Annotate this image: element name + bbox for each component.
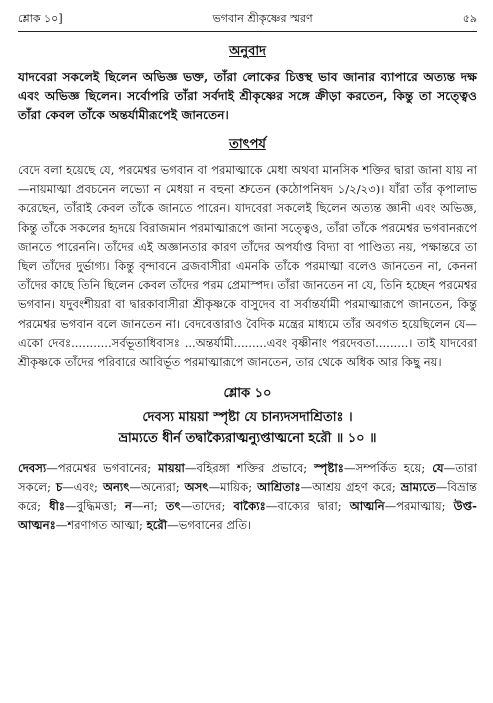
verse-line-2: ভ্রাম্যতে ধীর্ন তদ্বাক্যৈরাত্মন্যুপ্তাত্মনো হরৌ ॥ ১০ ॥ bbox=[118, 431, 377, 447]
header-verse-ref: শ্লোক ১০] bbox=[18, 12, 63, 25]
synonym-item: বাক্যৈঃ—বাক্যের দ্বারা; bbox=[233, 499, 350, 514]
purport-heading: তাৎপর্য bbox=[229, 137, 266, 152]
synonym-item: অসৎ—মায়িক; bbox=[184, 480, 258, 495]
running-header bbox=[18, 10, 477, 28]
synonym-item: আত্মনি—পরমাত্মায়; bbox=[349, 499, 454, 514]
translation-heading: অনুবাদ bbox=[229, 44, 266, 59]
synonym-item: আশ্রিতাঃ—আশ্রয় গ্রহণ করে; bbox=[257, 480, 401, 495]
purport-text: বেদে বলা হয়েছে যে, পরমেশ্বর ভগবান বা পরমাত্মাকে মেধা অথবা মানসিক শক্তির দ্বারা জানা যায় না—নায়মাত্মা প্রবচনেন লভ্যো ন মেধয়া ন বহুনা শ্রুতেন (কঠোপনিষদ ১/২/২৩)। যাঁরা তাঁর কৃপালাভ করেছেন, তাঁরাই কেবল তাঁকে জানতে পারেন। যাদবেরা সকলেই ছিলেন অত্যন্ত জ্ঞানী এবং অভিজ্ঞ, কিন্তু তাঁকে সকলের হৃদয়ে বিরাজমান পরমাত্মারূপে জানা সত্ত্বেও, তাঁরা তাঁকে পরমেশ্বর ভগবানরূপে জানতে পারেননি। তাঁদের এই অজ্ঞানতার কারণ তাঁদের অপর্যাপ্ত বিদ্যা বা পাণ্ডিত্য নয়, পক্ষান্তরে তা ছিল তাঁদের দুর্ভাগ্য। কিন্তু বৃন্দাবনে ব্রজবাসীরা এমনকি তাঁকে পরমাত্মা বলেও জানতেন না, কেননা তাঁদের কাছে তিনি ছিলেন কেবল তাঁদের পরম প্রেমাস্পদ। তাঁরা জানতেন না যে, তিনি হচ্ছেন পরমেশ্বর ভগবান। যদুবংশীয়রা বা দ্বারকাবাসীরা শ্রীকৃষ্ণকে বাসুদেব বা সর্বান্তর্যামী পরমাত্মারূপে জানতেন, কিন্তু পরমেশ্বর ভগবান বলে জানতেন না। বেদবেত্তারাও বৈদিক মন্ত্রের মাধ্যমে তাঁর অবগত হয়েছিলেন যে—একো দেবঃ...........সর্বভূতাধিবাসঃ ...অন্তর্যামী.........এবং বৃষ্ণীনাং পরদেবতা.........। তাই যাদবেরা শ্রীকৃষ্ণকে তাঁদের পরিবারে আবির্ভূত পরমাত্মারূপে জানতেন, তার থেকে অধিক আর কিছু নয়। bbox=[18, 163, 477, 370]
synonym-item: দেবস্য—পরমেশ্বর ভগবানের; bbox=[18, 461, 159, 476]
verse-heading: শ্লোক ১০ bbox=[223, 386, 272, 402]
synonym-item: উপ্ত-আত্মনঃ—শরণাগত আত্মা; bbox=[18, 499, 477, 533]
synonym-item: ধীঃ—বুদ্ধিমত্তা; bbox=[49, 499, 126, 514]
synonym-item: চ—এবং; bbox=[55, 480, 103, 495]
synonym-item: মায়য়া—বহিরঙ্গা শক্তির প্রভাবে; bbox=[158, 461, 315, 476]
synonym-item: অন্যৎ—অন্যেরা; bbox=[102, 480, 185, 495]
synonym-item: হরৌ—ভগবানের প্রতি। bbox=[146, 518, 252, 533]
synonym-item: স্পৃষ্টাঃ—সম্পর্কিত হয়ে; bbox=[314, 461, 433, 476]
synonym-item: তৎ—তাদের; bbox=[165, 499, 234, 514]
synonym-item: যে—তারা সকলে; bbox=[18, 461, 477, 495]
translation-text: যাদবেরা সকলেই ছিলেন অভিজ্ঞ ভক্ত, তাঁরা লোকের চিত্তস্থ ভাব জানার ব্যাপারে অত্যন্ত দক্ষ এবং অভিজ্ঞ ছিলেন। সর্বোপরি তাঁরা সর্বদাই শ্রীকৃষ্ণের সঙ্গে ক্রীড়া করতেন, কিন্তু তা সত্ত্বেও তাঁরা কেবল তাঁকে অন্তর্যামীরূপেই জানতেন। bbox=[18, 70, 477, 122]
header-chapter-title: ভগবান শ্রীকৃষ্ণের স্মরণ bbox=[212, 12, 313, 25]
verse-line-1: দেবস্য মায়য়া স্পৃষ্টা যে চান্যদসদাশ্রিতাঃ । bbox=[142, 410, 353, 426]
header-rule bbox=[18, 31, 477, 32]
synonyms-list bbox=[18, 459, 477, 535]
synonym-item: ন—না; bbox=[125, 499, 166, 514]
synonym-item: ভ্রাম্যতে—বিভ্রান্ত করে; bbox=[18, 480, 477, 514]
page-number: ৫৯ bbox=[462, 12, 477, 25]
